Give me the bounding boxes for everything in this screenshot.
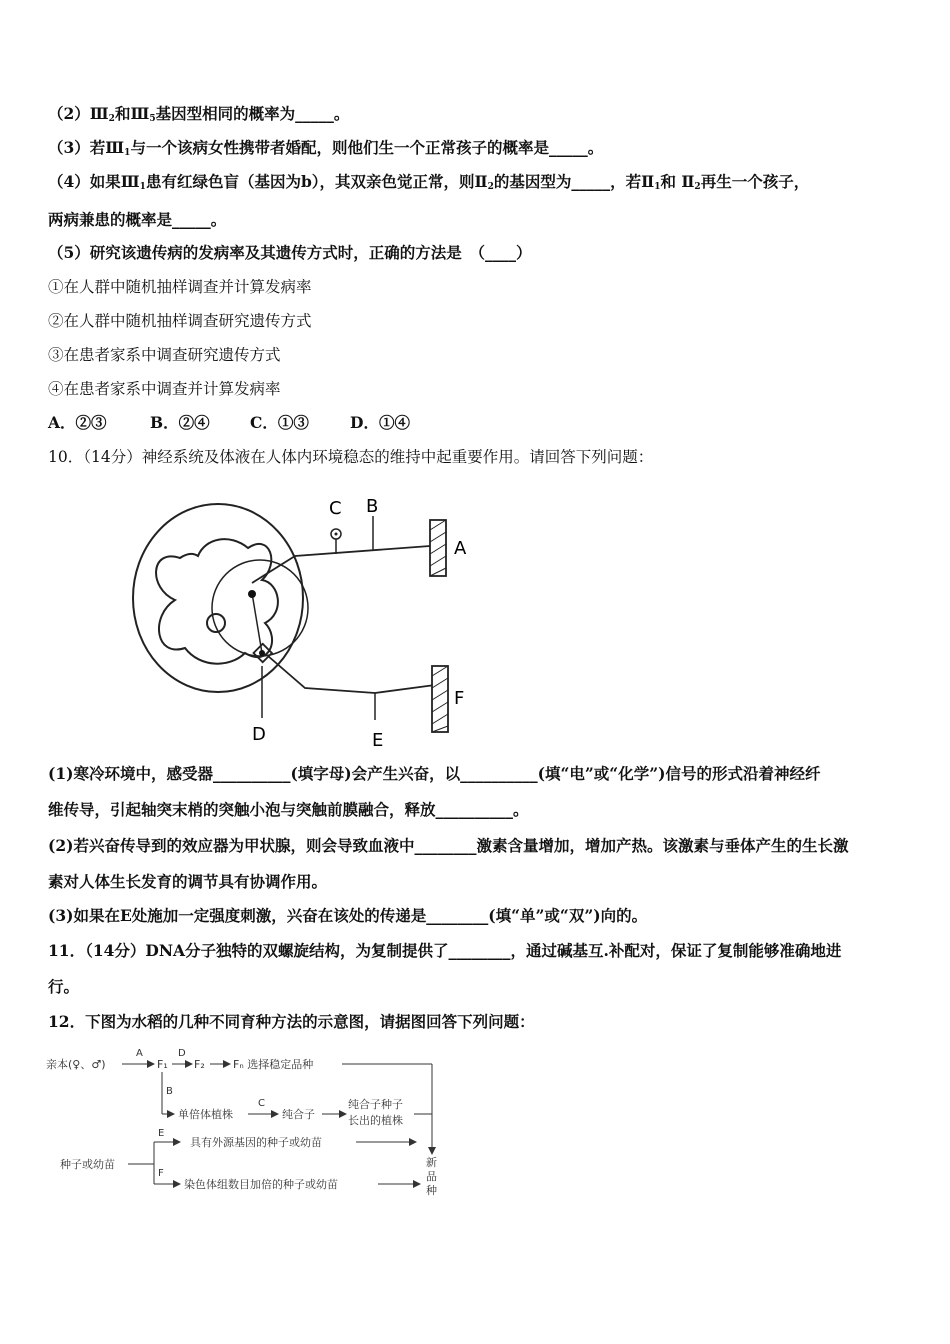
pure: 纯合子 <box>282 1108 315 1121</box>
label-c: C <box>329 498 342 519</box>
reflex-arc-diagram <box>120 488 500 753</box>
svg-text:D: D <box>178 1048 186 1059</box>
new-variety-3: 种 <box>426 1184 437 1197</box>
q12-stem: 12．下图为水稻的几种不同育种方法的示意图，请据图回答下列问题： <box>48 1012 535 1031</box>
new-variety-2: 品 <box>426 1170 437 1183</box>
svg-text:B: B <box>166 1086 173 1097</box>
q9-option-1: ①在人群中随机抽样调查并计算发病率 <box>48 278 312 296</box>
breeding-flowchart <box>46 1042 466 1202</box>
pure-seed: 纯合子种子 <box>348 1098 403 1111</box>
choice-c: C．①③ <box>250 413 309 432</box>
svg-text:E: E <box>158 1128 165 1139</box>
q9-part3: （3）若$Ⅲ_1$与一个该病女性携带者婚配，则他们生一个正常孩子的概率是_____。 <box>48 138 604 158</box>
q9-option-2: ②在人群中随机抽样调查研究遗传方式 <box>48 312 312 330</box>
new-variety-1: 新 <box>426 1156 437 1169</box>
haploid: 单倍体植株 <box>178 1108 233 1121</box>
q10-sub1-a: (1)寒冷环境中，感受器__________(填字母)会产生兴奋，以__________(填“电”或“化学”)信号的形式沿着神经纤 <box>48 764 821 783</box>
q9-choices <box>48 413 410 433</box>
choice-b: B．②④ <box>150 413 210 432</box>
choice-d: D．①④ <box>350 413 410 432</box>
q10-sub2-b: 素对人体生长发育的调节具有协调作用。 <box>48 872 328 891</box>
q9-part5: （5）研究该遗传病的发病率及其遗传方式时，正确的方法是 （____） <box>48 243 532 262</box>
effector-f <box>432 666 448 732</box>
f2: F₂ <box>194 1058 205 1071</box>
polyploid: 染色体组数目加倍的种子或幼苗 <box>184 1178 338 1191</box>
grey-matter <box>156 539 278 664</box>
label-d: D <box>252 724 266 745</box>
parents: 亲本(♀、♂) <box>46 1058 106 1071</box>
foreign-gene: 具有外源基因的种子或幼苗 <box>190 1136 322 1149</box>
svg-text:C: C <box>258 1098 265 1109</box>
svg-text:A: A <box>136 1048 143 1059</box>
q10-sub1-b: 维传导，引起轴突末梢的突触小泡与突触前膜融合，释放__________。 <box>48 800 529 819</box>
choice-a: A．②③ <box>48 413 107 432</box>
q11-a: 11．（14分）DNA分子独特的双螺旋结构，为复制提供了________，通过碱基互.补配对，保证了复制能够准确地进 <box>48 941 842 960</box>
q10-sub2-a: (2)若兴奋传导到的效应器为甲状腺，则会导致血液中________激素含量增加，增加产热。该激素与垂体产生的生长激 <box>48 836 849 855</box>
label-e: E <box>372 730 384 751</box>
q9-part2: $(2)Ⅲ_2$和$Ⅲ_5$基因型相同的概率为_____。 <box>48 104 350 124</box>
q9-option-3: ③在患者家系中调查研究遗传方式 <box>48 346 281 364</box>
neuron-body-upper <box>248 590 256 598</box>
f1: F₁ <box>157 1058 168 1071</box>
label-b: B <box>366 496 379 517</box>
svg-text:长出的植株: 长出的植株 <box>348 1114 403 1127</box>
label-f: F <box>454 688 465 709</box>
q9-part4: （4）如果$Ⅲ_1$患有红绿色盲（基因为b），其双亲色觉正常，则$Ⅱ_2$的基因型为_____，若$Ⅱ_1$和 $Ⅱ_2$再生一个孩子， <box>48 172 810 192</box>
neuron-body-lower <box>259 650 265 656</box>
q10-sub3: (3)如果在E处施加一定强度刺激，兴奋在该处的传递是________(填“单”或“双”)向的。 <box>48 906 648 925</box>
q9-part4-cont: 两病兼患的概率是_____。 <box>48 210 227 229</box>
central-canal <box>207 614 225 632</box>
svg-text:F: F <box>158 1168 164 1179</box>
seeds: 种子或幼苗 <box>60 1158 115 1171</box>
receptor-a <box>430 520 446 576</box>
q11-b: 行。 <box>48 977 80 996</box>
q9-option-4: ④在患者家系中调查并计算发病率 <box>48 380 281 398</box>
label-a: A <box>454 538 467 559</box>
fn-stable: Fₙ 选择稳定品种 <box>233 1058 314 1071</box>
q10-stem: 10．（14分）神经系统及体液在人体内环境稳态的维持中起重要作用。请回答下列问题： <box>48 448 654 466</box>
efferent-fiber <box>268 656 435 693</box>
interneuron <box>252 593 262 653</box>
